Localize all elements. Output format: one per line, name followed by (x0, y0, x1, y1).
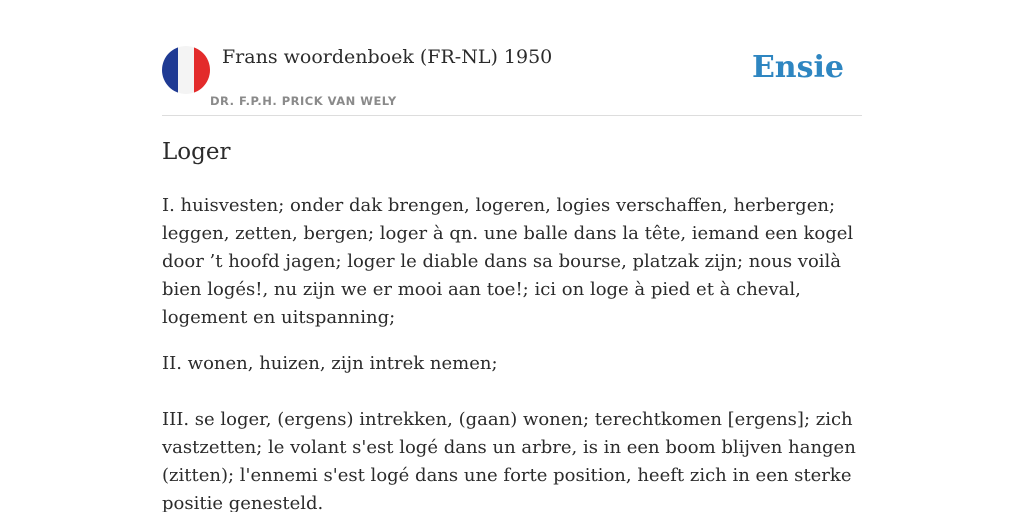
ensie-logo[interactable]: Ensie (751, 50, 844, 85)
dictionary-title[interactable]: Frans woordenboek (FR-NL) 1950 (222, 46, 553, 68)
flag-band-white (178, 46, 194, 94)
entry-definitions (162, 192, 867, 512)
definition-3: III. se loger, (ergens) intrekken, (gaan) wonen; terechtkomen [ergens]; zich vastzetten; le volant s'est logé dans un arbre, is in een boom blijven hangen (zitten); l'ennemi s'est logé dans une forte position, heeft zich in een sterke positie genesteld. (162, 409, 856, 512)
header-divider (162, 115, 862, 116)
dictionary-author: DR. F.P.H. PRICK VAN WELY (210, 94, 397, 108)
entry-headword: Loger (162, 139, 231, 165)
flag-band-red (194, 46, 210, 94)
france-flag-icon (162, 46, 210, 94)
definition-1: I. huisvesten; onder dak brengen, logeren, logies verschaffen, herbergen; leggen, zetten, bergen; loger à qn. une balle dans la tête, iemand een kogel door ’t hoofd jagen; loger le diable dans sa bourse, platzak zijn; nous voilà bien logés!, nu zijn we er mooi aan toe!; ici on loge à pied et à cheval, logement en uitspanning; (162, 195, 854, 328)
flag-band-blue (162, 46, 178, 94)
definition-2: II. wonen, huizen, zijn intrek nemen; (162, 353, 498, 374)
